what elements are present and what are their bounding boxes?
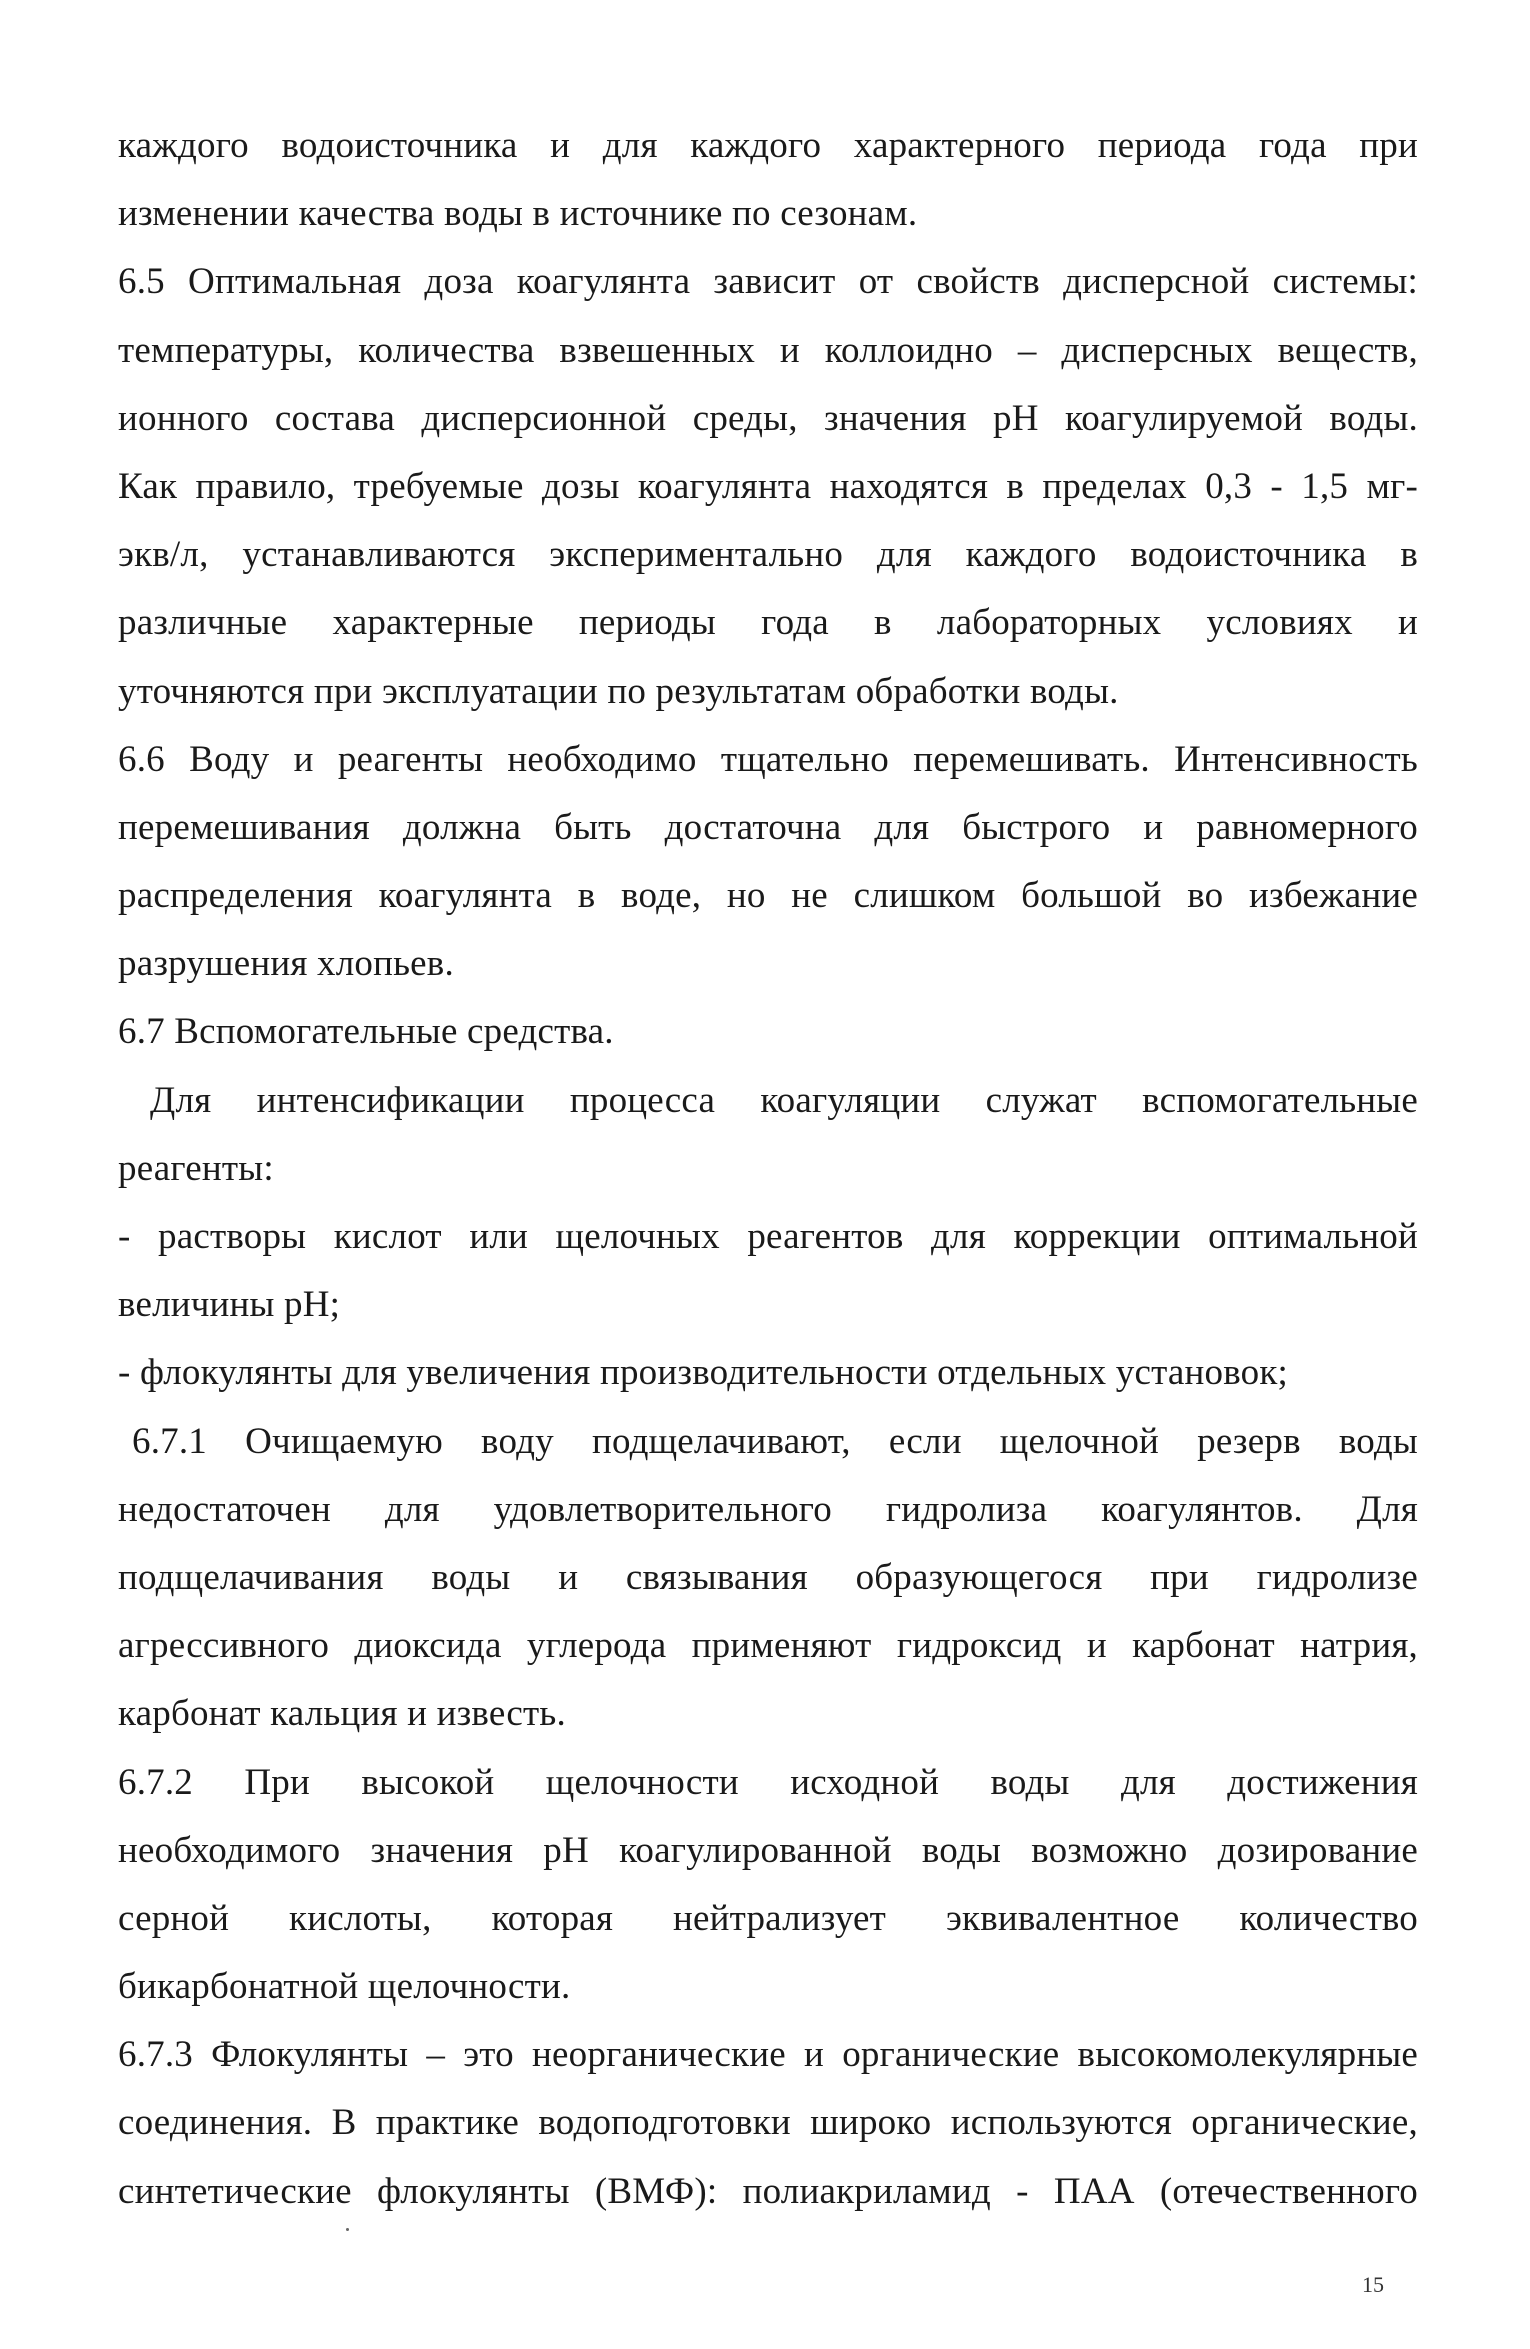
text-line: Для интенсификации процесса коагуляции служат вспомогательные bbox=[150, 1079, 1418, 1121]
text-line: необходимого значения рН коагулированной воды возможно дозирование bbox=[118, 1829, 1418, 1871]
text-line: перемешивания должна быть достаточна для быстрого и равномерного bbox=[118, 806, 1418, 848]
text-line: уточняются при эксплуатации по результатам обработки воды. bbox=[118, 670, 1119, 712]
scan-speck bbox=[346, 2228, 349, 2231]
text-line: распределения коагулянта в воде, но не слишком большой во избежание bbox=[118, 875, 1418, 917]
text-line: экв/л, устанавливаются экспериментально для каждого водоисточника в bbox=[118, 534, 1418, 576]
text-line: синтетические флокулянты (ВМФ): полиакриламид - ПАА (отечественного bbox=[118, 2170, 1418, 2212]
text-line: различные характерные периоды года в лабораторных условиях и bbox=[118, 602, 1418, 644]
paragraph-6-7-3: 6.7.3 Флокулянты – это неорганические и органические высокомолекулярные bbox=[118, 2034, 1418, 2076]
text-line: карбонат кальция и известь. bbox=[118, 1693, 566, 1735]
text-line: подщелачивания воды и связывания образующегося при гидролизе bbox=[118, 1556, 1418, 1598]
paragraph-6-7-2: 6.7.2 При высокой щелочности исходной воды для достижения bbox=[118, 1761, 1418, 1803]
text-line: изменении качества воды в источнике по сезонам. bbox=[118, 193, 918, 235]
text-line: Как правило, требуемые дозы коагулянта находятся в пределах 0,3 - 1,5 мг- bbox=[118, 465, 1418, 507]
page-number: 15 bbox=[1362, 2272, 1384, 2297]
paragraph-6-5: 6.5 Оптимальная доза коагулянта зависит от свойств дисперсной системы: bbox=[118, 261, 1418, 303]
text-line: величины рН; bbox=[118, 1284, 341, 1326]
text-line: реагенты: bbox=[118, 1147, 274, 1189]
list-item: - растворы кислот или щелочных реагентов для коррекции оптимальной bbox=[118, 1216, 1418, 1257]
text-line: ионного состава дисперсионной среды, значения рН коагулируемой воды. bbox=[118, 397, 1418, 439]
text-line: соединения. В практике водоподготовки широко используются органические, bbox=[118, 2102, 1418, 2144]
text-line: температуры, количества взвешенных и коллоидно – дисперсных веществ, bbox=[118, 329, 1418, 371]
text-line: разрушения хлопьев. bbox=[118, 943, 454, 985]
paragraph-6-6: 6.6 Воду и реагенты необходимо тщательно перемешивать. Интенсивность bbox=[118, 738, 1418, 780]
text-line: недостаточен для удовлетворительного гидролиза коагулянтов. Для bbox=[118, 1488, 1418, 1530]
paragraph-6-7-1: 6.7.1 Очищаемую воду подщелачивают, если щелочной резерв воды bbox=[132, 1420, 1418, 1462]
list-item: - флокулянты для увеличения производительности отдельных установок; bbox=[118, 1352, 1288, 1394]
text-line: каждого водоисточника и для каждого характерного периода года при bbox=[118, 125, 1418, 166]
text-line: бикарбонатной щелочности. bbox=[118, 1966, 571, 2008]
text-line: агрессивного диоксида углерода применяют гидроксид и карбонат натрия, bbox=[118, 1625, 1418, 1667]
section-heading-6-7: 6.7 Вспомогательные средства. bbox=[118, 1011, 614, 1053]
text-line: серной кислоты, которая нейтрализует эквивалентное количество bbox=[118, 1897, 1418, 1939]
body-text bbox=[118, 112, 1418, 2226]
